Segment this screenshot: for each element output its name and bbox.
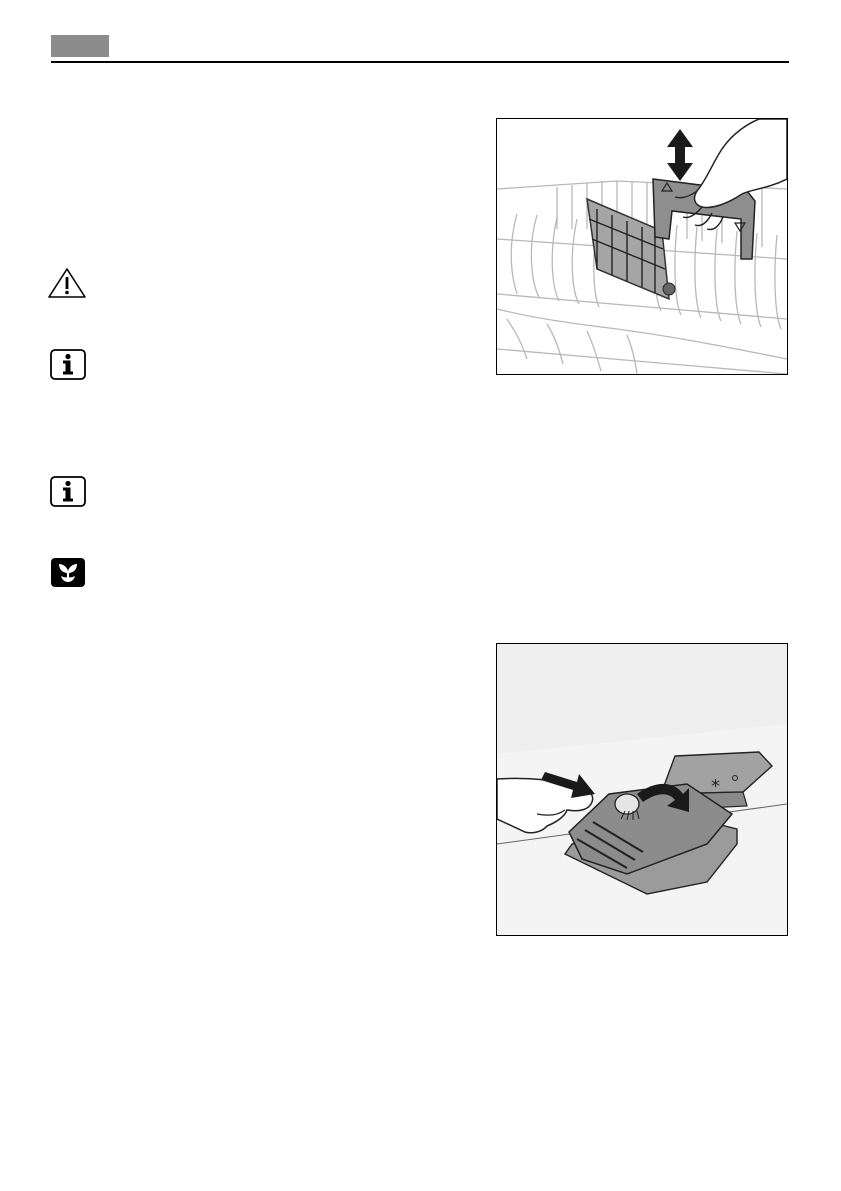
environment-icon — [50, 557, 86, 588]
header-rule — [51, 61, 789, 63]
warning-icon — [47, 267, 87, 299]
header-tab — [51, 35, 109, 57]
dispenser-lid-illustration — [496, 643, 788, 936]
info-icon — [50, 476, 86, 507]
rack-flap-illustration — [496, 118, 788, 375]
dispenser-symbol: * — [711, 776, 720, 797]
info-icon — [50, 349, 86, 380]
